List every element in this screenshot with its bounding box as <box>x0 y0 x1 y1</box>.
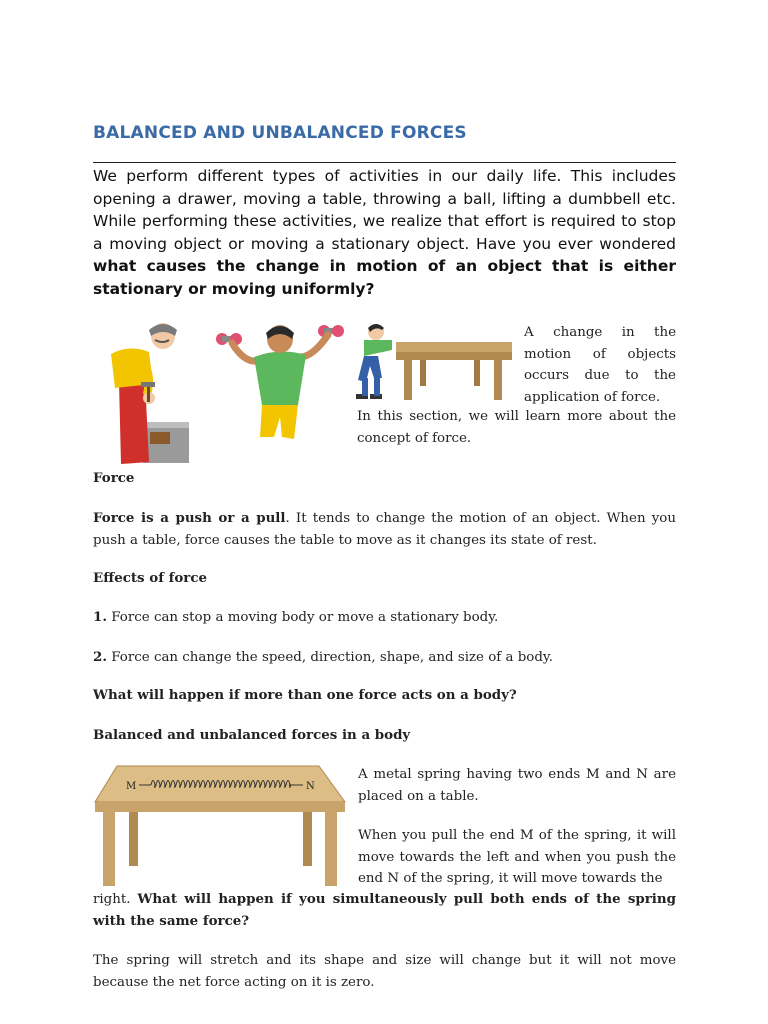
effect-text: Force can stop a moving body or move a stationary body. <box>106 610 499 625</box>
spring-paragraph-1: A metal spring having two ends M and N are placed on a table. <box>358 767 676 804</box>
balanced-heading: Balanced and unbalanced forces in a body <box>93 727 411 743</box>
dumbbell-boy-illustration <box>216 321 348 441</box>
title-underline <box>93 162 676 163</box>
intro-bold-question: what causes the change in motion of an object that is either stationary or moving uniformly? <box>93 257 676 298</box>
effect-number: 1. <box>93 609 107 625</box>
effect-number: 2. <box>93 649 107 665</box>
spring-on-table-illustration <box>93 764 349 888</box>
effect-text: Force can change the speed, direction, shape, and size of a body. <box>106 650 553 665</box>
spring-end-n-label: N <box>306 781 315 792</box>
force-definition: Force is a push or a pull <box>93 510 286 526</box>
effect-item-1 <box>93 607 498 629</box>
question-both-ends: What will happen if you simultaneously pull both ends of the spring with the same force? <box>93 891 676 929</box>
answer-paragraph: The spring will stretch and its shape and size will change but it will not move because the net force acting on it is zero. <box>93 953 676 990</box>
question-multiple-forces: What will happen if more than one force acts on a body? <box>93 687 517 703</box>
intro-paragraph <box>93 165 676 300</box>
page-title: BALANCED AND UNBALANCED FORCES <box>93 123 467 143</box>
effect-item-2 <box>93 647 553 669</box>
force-paragraph-rest: . It tends to change the motion of an object. When you push a table, force causes the table to move as it changes its state of rest. <box>93 511 676 548</box>
change-below-text: In this section, we will learn more about the concept of force. <box>357 409 676 446</box>
intro-text: We perform different types of activities in our daily life. This includes opening a drawer, moving a table, throwing a ball, lifting a dumbbell etc. While performing these activities, we realize that effort is required to stop a moving object or moving a stationary object. Have you ever wondered <box>93 167 676 253</box>
carpenter-illustration <box>105 322 195 467</box>
spring-question-paragraph <box>93 889 676 932</box>
force-paragraph <box>93 508 676 551</box>
force-heading: Force <box>93 470 135 486</box>
spring-paragraph-2: When you pull the end M of the spring, it will move towards the left and when you push the end N of the spring, it will move towards the <box>358 828 676 886</box>
effects-heading: Effects of force <box>93 570 208 586</box>
spring-paragraph-2-tail: right. <box>93 892 131 907</box>
change-side-text: A change in the motion of objects occurs due to the application of force. <box>524 325 676 405</box>
boy-pushing-table-illustration <box>356 322 516 402</box>
spring-end-m-label: M <box>126 781 137 792</box>
